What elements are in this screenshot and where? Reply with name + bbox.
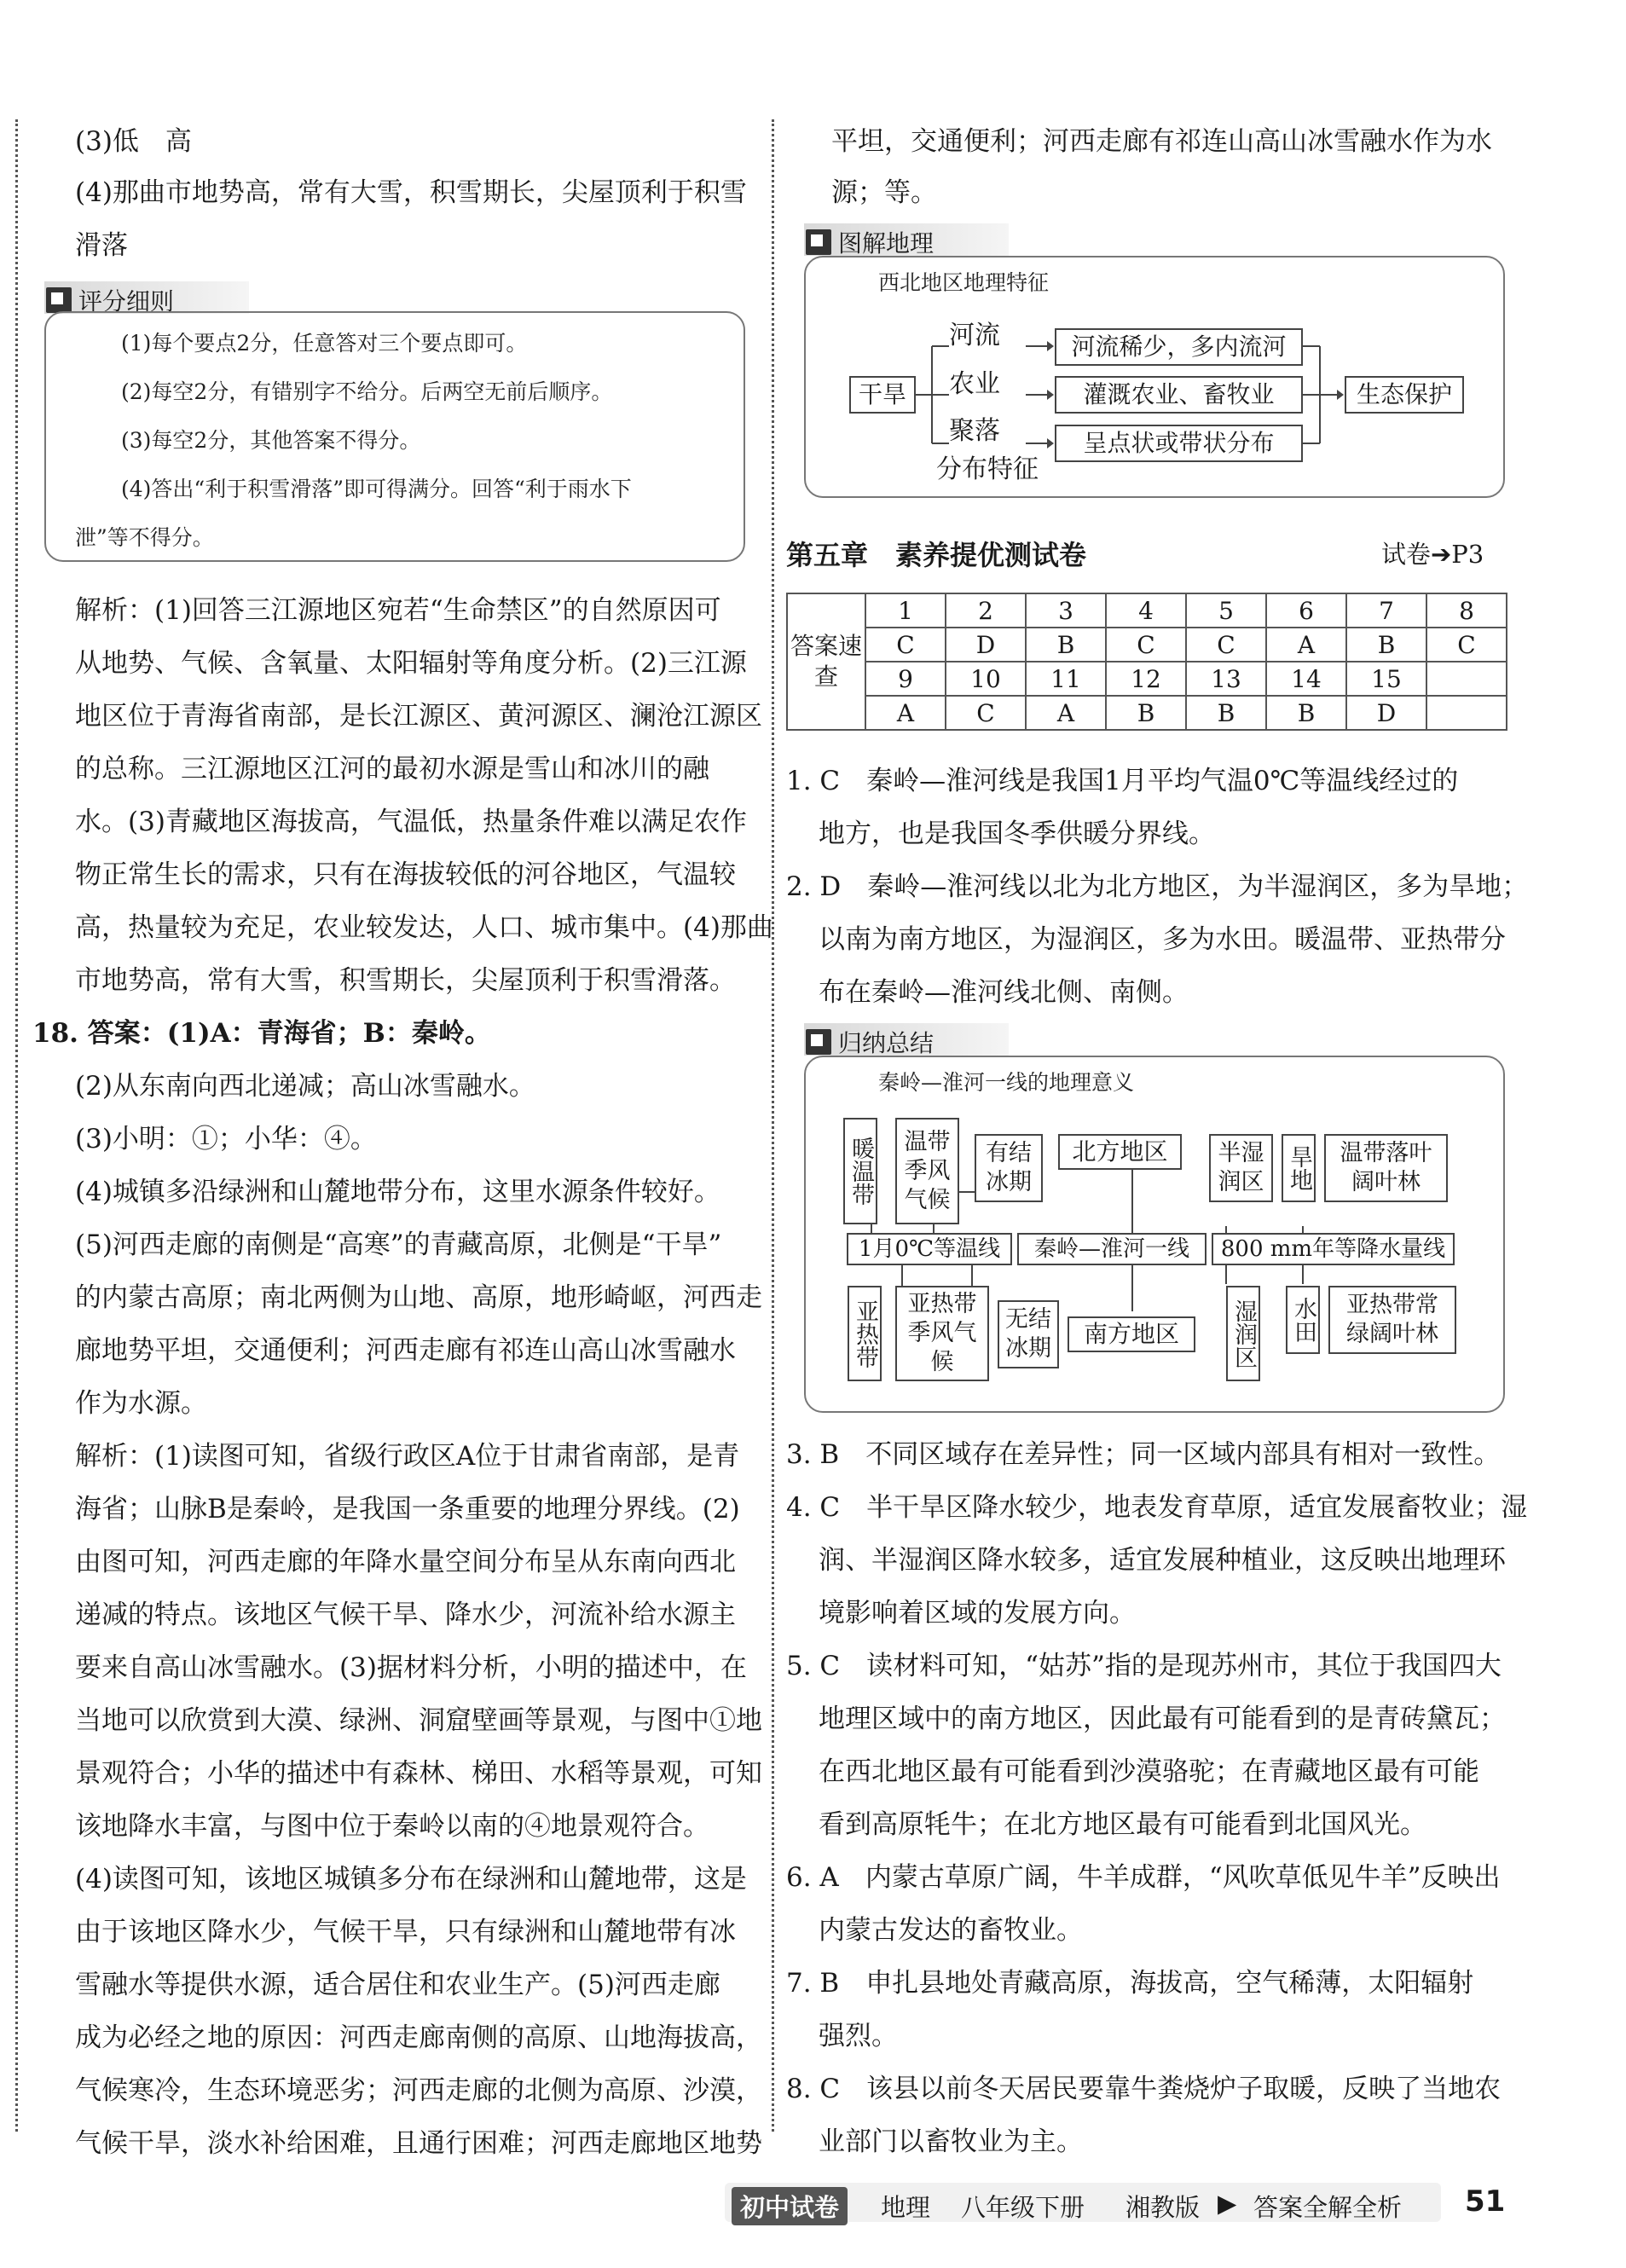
diagram-label: 聚落 [949,416,1000,446]
text-line: 地理区域中的南方地区，因此最有可能看到的是青砖黛瓦； [819,1704,1506,1734]
q-num: 4 [1106,593,1186,628]
text-line: 滑落 [75,230,128,261]
text-line: 的总称。三江源地区江河的最初水源是雪山和冰川的融 [75,754,709,784]
diagram-label: 农业 [949,369,1000,399]
text-line: 地区位于青海省南部，是长江源区、黄河源区、澜沧江源区 [75,701,762,732]
book-icon [46,287,72,313]
footer-grade: 八年级下册 [961,2193,1085,2222]
node-no-freeze: 无结冰期 [998,1300,1059,1368]
text-line: 由图可知，河西走廊的年降水量空间分布呈从东南向西北 [75,1547,736,1577]
q-answer: C [865,628,946,662]
text-line: 地方，也是我国冬季供暖分界线。 [819,819,1215,849]
answer-item: 6. A 内蒙古草原广阔，牛羊成群，“风吹草低见牛羊”反映出 [786,1862,1501,1893]
q-num: 9 [865,662,946,696]
score-line: 泄”等不得分。 [75,525,214,550]
text-line: 润、半湿润区降水较多，适宜发展种植业，这反映出地理环 [819,1545,1506,1576]
text-line: 强烈。 [819,2021,898,2051]
q-num: 11 [1026,662,1106,696]
score-line: (3)每空2分，其他答案不得分。 [121,428,421,453]
chapter-title: 第五章 素养提优测试卷 [786,539,1087,571]
answer-table-label: 答案速查 [787,593,865,730]
score-line: (4)答出“利于积雪滑落”即可得满分。回答“利于雨水下 [121,477,632,501]
node-south-region: 南方地区 [1068,1316,1195,1352]
q-answer: D [946,628,1026,662]
diagram-node-eco-protection: 生态保护 [1345,376,1464,414]
text-line: 以南为南方地区，为湿润区，多为水田。暖温带、亚热带分 [819,924,1506,955]
q-answer: A [1026,696,1106,730]
text-line: 在西北地区最有可能看到沙漠骆驼；在青藏地区最有可能 [819,1756,1479,1787]
text-line: 内蒙古发达的畜牧业。 [819,1915,1083,1946]
text-line: 看到高原牦牛；在北方地区最有可能看到北国风光。 [819,1809,1426,1840]
q-num: 7 [1346,593,1426,628]
text-line: (3)小明：①；小华：④。 [75,1124,377,1154]
paper-reference: 试卷➔P3 [1381,540,1484,569]
text-line: 布在秦岭—淮河线北侧、南侧。 [819,977,1189,1008]
text-line: 解析：(1)读图可知，省级行政区A位于甘肃省南部，是青 [75,1441,740,1472]
text-line: (4)城镇多沿绿洲和山麓地带分布，这里水源条件较好。 [75,1177,720,1207]
q-num: 8 [1426,593,1507,628]
diagram-title: 秦岭—淮河一线的地理意义 [878,1070,1135,1095]
q-num: 2 [946,593,1026,628]
text-line: 业部门以畜牧业为主。 [819,2126,1083,2157]
diagram-node-rivers: 河流稀少，多内流河 [1055,328,1303,366]
text-line: 高，热量较为充足，农业较发达，人口、城市集中。(4)那曲 [75,912,773,943]
node-north-region: 北方地区 [1058,1134,1182,1170]
book-icon [806,229,831,255]
answer-item: 3. B 不同区域存在差异性；同一区域内部具有相对一致性。 [786,1439,1501,1470]
answer-item: 5. C 读材料可知，“姑苏”指的是现苏州市，其位于我国四大 [786,1651,1502,1681]
text-line: 廊地势平坦，交通便利；河西走廊有祁连山高山冰雪融水 [75,1335,736,1366]
text-line: 解析：(1)回答三江源地区宛若“生命禁区”的自然原因可 [75,595,721,626]
text-line: 源；等。 [831,177,937,208]
q-answer: C [1426,628,1507,662]
diagram-label: 分布特征 [936,454,1039,484]
q-num: 5 [1186,593,1266,628]
q-num: 1 [865,593,946,628]
text-line: 境影响着区域的发展方向。 [819,1598,1136,1629]
summary-tag [806,1025,934,1059]
node-paddy: 水田 [1286,1286,1320,1354]
node-humid: 湿润区 [1226,1286,1260,1381]
node-dryland: 旱地 [1282,1134,1316,1202]
footer-edition: 湘教版 [1125,2193,1201,2222]
left-margin-rule [15,119,18,2132]
footer-brand: 初中试卷 [732,2187,848,2225]
map-tag-label: 图解地理 [838,229,935,257]
q-answer [1426,696,1507,730]
text-line: 雪融水等提供水源，适合居住和农业生产。(5)河西走廊 [75,1970,720,2000]
node-isohyet: 800 mm年等降水量线 [1212,1233,1455,1265]
text-line: 当地可以欣赏到大漠、绿洲、洞窟壁画等景观，与图中①地 [75,1705,762,1736]
diagram-node-settlements: 呈点状或带状分布 [1055,425,1303,462]
text-line: 从地势、气候、含氧量、太阳辐射等角度分析。(2)三江源 [75,648,747,679]
answer-item: 8. C 该县以前冬天居民要靠牛粪烧炉子取暖，反映了当地农 [786,2074,1502,2104]
footer-series: 答案全解全析 [1253,2193,1403,2222]
q-num: 13 [1186,662,1266,696]
q-num: 10 [946,662,1026,696]
node-subtropical-monsoon: 亚热带季风气候 [895,1286,989,1381]
answer-item: 4. C 半干旱区降水较少，地表发育草原，适宜发展畜牧业；湿 [786,1492,1528,1523]
diagram-label: 河流 [949,321,1000,350]
node-subtropical: 亚热带 [848,1286,882,1381]
node-warm-temperate: 暖温带 [843,1118,877,1224]
column-divider [772,119,774,2132]
node-qinling-huaihe: 秦岭—淮河一线 [1017,1233,1206,1265]
q-num: 3 [1026,593,1106,628]
q-num: 12 [1106,662,1186,696]
book-icon [806,1029,831,1055]
q-answer: C [946,696,1026,730]
text-line: 作为水源。 [75,1388,207,1419]
score-line: (1)每个要点2分，任意答对三个要点即可。 [121,331,528,356]
answer-item: 2. D 秦岭—淮河线以北为北方地区，为半湿润区，多为旱地； [786,871,1529,902]
diagram-node-arid: 干旱 [849,376,916,414]
node-deciduous-forest: 温带落叶阔叶林 [1324,1134,1448,1202]
q-answer: B [1346,628,1426,662]
answer-item: 1. C 秦岭—淮河线是我国1月平均气温0℃等温线经过的 [786,766,1459,796]
text-line: (4)读图可知，该地区城镇多分布在绿洲和山麓地带，这是 [75,1864,747,1895]
q-num [1426,662,1507,696]
footer-subject: 地理 [881,2193,931,2222]
diagram-title: 西北地区地理特征 [878,270,1050,295]
q-answer: B [1266,696,1346,730]
text-line: 水。(3)青藏地区海拔高，气温低，热量条件难以满足农作 [75,807,747,837]
diagram-node-agriculture: 灌溉农业、畜牧业 [1055,376,1303,414]
q-answer: B [1026,628,1106,662]
q-answer: C [1186,628,1266,662]
q-answer: B [1186,696,1266,730]
text-line: 平坦，交通便利；河西走廊有祁连山高山冰雪融水作为水 [831,126,1492,157]
text-line: 景观符合；小华的描述中有森林、梯田、水稻等景观，可知 [75,1758,762,1789]
text-line: (2)从东南向西北递减；高山冰雪融水。 [75,1071,535,1102]
node-freeze-period: 有结冰期 [975,1134,1043,1202]
text-line: 递减的特点。该地区气候干旱、降水少，河流补给水源主 [75,1600,736,1630]
node-isotherm: 1月0℃等温线 [847,1233,1012,1265]
question-18-answer: 18. 答案：(1)A：青海省；B：秦岭。 [32,1018,491,1049]
text-line: 海省；山脉B是秦岭，是我国一条重要的地理分界线。(2) [75,1494,740,1525]
node-evergreen-forest: 亚热带常绿阔叶林 [1328,1286,1456,1354]
q-num: 6 [1266,593,1346,628]
answer-table [786,593,1507,731]
q-answer: A [865,696,946,730]
q-num: 14 [1266,662,1346,696]
score-line: (2)每空2分，有错别字不给分。后两空无前后顺序。 [121,379,613,404]
footer-arrow-icon: ▶ [1218,2189,1237,2218]
page-number: 51 [1465,2184,1506,2219]
text-line: (4)那曲市地势高，常有大雪，积雪期长，尖屋顶利于积雪 [75,177,747,208]
node-semi-humid: 半湿润区 [1209,1134,1273,1202]
q-answer: A [1266,628,1346,662]
text-line: 气候干旱，淡水补给困难，且通行困难；河西走廊地区地势 [75,2128,762,2159]
map-tag [806,225,934,259]
text-line: (5)河西走廊的南侧是“高寒”的青藏高原，北侧是“干旱” [75,1229,722,1260]
text-line: 物正常生长的需求，只有在海拔较低的河谷地区，气温较 [75,859,736,890]
q-answer: C [1106,628,1186,662]
text-line: 气候寒冷，生态环境恶劣；河西走廊的北侧为高原、沙漠， [75,2075,762,2106]
text-line: 的内蒙古高原；南北两侧为山地、高原，地形崎岖，河西走 [75,1282,762,1313]
answer-item: 7. B 申扎县地处青藏高原，海拔高，空气稀薄，太阳辐射 [786,1968,1474,1999]
text-line: 要来自高山冰雪融水。(3)据材料分析，小明的描述中，在 [75,1652,747,1683]
text-line: 该地降水丰富，与图中位于秦岭以南的④地景观符合。 [75,1811,709,1842]
text-line: 市地势高，常有大雪，积雪期长，尖屋顶利于积雪滑落。 [75,965,736,996]
q-answer: D [1346,696,1426,730]
q-num: 15 [1346,662,1426,696]
summary-tag-label: 归纳总结 [838,1029,935,1057]
text-line: (3)低 高 [75,126,192,157]
text-line: 由于该地区降水少，气候干旱，只有绿洲和山麓地带有冰 [75,1917,736,1947]
text-line: 成为必经之地的原因：河西走廊南侧的高原、山地海拔高， [75,2022,762,2053]
score-tag-label: 评分细则 [78,287,175,315]
q-answer: B [1106,696,1186,730]
node-temperate-monsoon: 温带季风气候 [895,1118,959,1224]
